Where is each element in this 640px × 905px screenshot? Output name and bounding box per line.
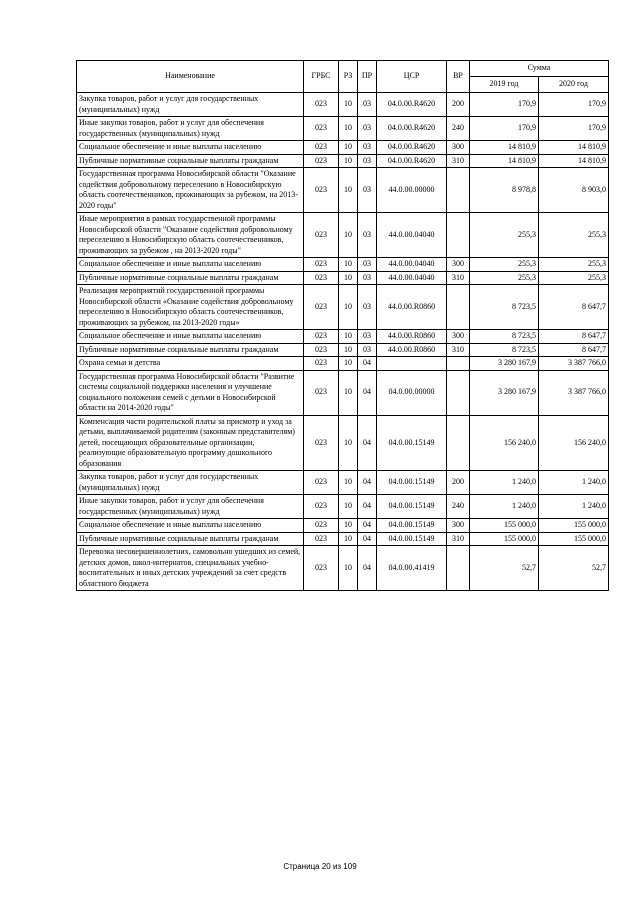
cell-csr: 04.0.00.41419	[377, 546, 447, 591]
header-2020: 2020 год	[539, 77, 609, 93]
cell-2019: 8 723,5	[470, 343, 539, 357]
cell-rz: 10	[339, 141, 358, 155]
cell-rz: 10	[339, 519, 358, 533]
cell-vr	[447, 370, 470, 415]
table-row	[77, 271, 609, 285]
header-name: Наименование	[77, 61, 304, 93]
cell-csr: 44.0.00.R0860	[377, 285, 447, 330]
cell-2019: 156 240,0	[470, 415, 539, 471]
cell-grbs: 023	[304, 546, 339, 591]
header-csr: ЦСР	[377, 61, 447, 93]
cell-name: Публичные нормативные социальные выплаты гражданам	[77, 343, 304, 357]
cell-csr: 44.0.00.R0860	[377, 343, 447, 357]
cell-pr: 04	[358, 546, 377, 591]
table-row	[77, 495, 609, 519]
cell-rz: 10	[339, 532, 358, 546]
cell-pr: 03	[358, 141, 377, 155]
cell-rz: 10	[339, 271, 358, 285]
cell-2020: 8 647,7	[539, 330, 609, 344]
cell-2020: 155 000,0	[539, 532, 609, 546]
cell-grbs: 023	[304, 343, 339, 357]
cell-pr: 04	[358, 471, 377, 495]
cell-pr: 03	[358, 271, 377, 285]
header-rz: РЗ	[339, 61, 358, 93]
cell-2020: 3 387 766,0	[539, 370, 609, 415]
cell-name: Закупка товаров, работ и услуг для государственных (муниципальных) нужд	[77, 93, 304, 117]
table-row	[77, 93, 609, 117]
cell-2019: 3 280 167,9	[470, 357, 539, 371]
header-pr: ПР	[358, 61, 377, 93]
header-grbs: ГРБС	[304, 61, 339, 93]
cell-2020: 1 240,0	[539, 495, 609, 519]
cell-2020: 170,9	[539, 93, 609, 117]
cell-2020: 156 240,0	[539, 415, 609, 471]
cell-pr: 04	[358, 519, 377, 533]
cell-name: Публичные нормативные социальные выплаты гражданам	[77, 532, 304, 546]
cell-pr: 04	[358, 495, 377, 519]
cell-2019: 170,9	[470, 93, 539, 117]
cell-name: Охрана семьи и детства	[77, 357, 304, 371]
budget-table	[76, 60, 609, 591]
table-row	[77, 357, 609, 371]
cell-grbs: 023	[304, 258, 339, 272]
cell-pr: 04	[358, 532, 377, 546]
cell-name: Иные закупки товаров, работ и услуг для обеспечения государственных (муниципальных) нужд	[77, 495, 304, 519]
table-row	[77, 370, 609, 415]
cell-pr: 03	[358, 154, 377, 168]
cell-grbs: 023	[304, 213, 339, 258]
cell-pr: 04	[358, 357, 377, 371]
cell-rz: 10	[339, 357, 358, 371]
cell-vr: 300	[447, 258, 470, 272]
cell-2019: 155 000,0	[470, 532, 539, 546]
cell-csr	[377, 357, 447, 371]
cell-name: Иные закупки товаров, работ и услуг для обеспечения государственных (муниципальных) нужд	[77, 117, 304, 141]
cell-csr: 44.0.00.04040	[377, 213, 447, 258]
cell-2019: 1 240,0	[470, 471, 539, 495]
cell-pr: 03	[358, 213, 377, 258]
cell-grbs: 023	[304, 370, 339, 415]
cell-name: Государственная программа Новосибирской области "Развитие системы социальной поддержки населения и улучшение социального положения семей с детьми в Новосибирской области на 2014-2020 годы"	[77, 370, 304, 415]
cell-2019: 8 978,8	[470, 168, 539, 213]
cell-2019: 255,3	[470, 258, 539, 272]
cell-grbs: 023	[304, 495, 339, 519]
cell-vr: 310	[447, 271, 470, 285]
cell-2020: 14 810,9	[539, 141, 609, 155]
cell-vr: 310	[447, 343, 470, 357]
cell-name: Реализация мероприятий государственной программы Новосибирской области «Оказание содействия добровольному переселению в Новосибирскую область соотечественников, проживающих за рубежом, на 2013-2020 годы»	[77, 285, 304, 330]
cell-name: Социальное обеспечение и иные выплаты населению	[77, 141, 304, 155]
cell-name: Государственная программа Новосибирской области "Оказание содействия добровольному переселению в Новосибирскую область соотечественников, проживающих за рубежом, на 2013-2020 годы"	[77, 168, 304, 213]
cell-vr: 310	[447, 532, 470, 546]
cell-2019: 52,7	[470, 546, 539, 591]
cell-vr: 240	[447, 117, 470, 141]
cell-pr: 04	[358, 370, 377, 415]
cell-csr: 04.0.00.R4620	[377, 93, 447, 117]
table-row	[77, 343, 609, 357]
cell-rz: 10	[339, 370, 358, 415]
table-row	[77, 519, 609, 533]
cell-vr: 300	[447, 141, 470, 155]
cell-csr: 44.0.00.04040	[377, 258, 447, 272]
cell-pr: 03	[358, 117, 377, 141]
table-row	[77, 154, 609, 168]
cell-pr: 03	[358, 285, 377, 330]
cell-vr: 200	[447, 93, 470, 117]
cell-2020: 8 647,7	[539, 343, 609, 357]
cell-vr	[447, 415, 470, 471]
cell-pr: 03	[358, 330, 377, 344]
cell-2020: 255,3	[539, 213, 609, 258]
cell-vr	[447, 213, 470, 258]
cell-rz: 10	[339, 258, 358, 272]
cell-grbs: 023	[304, 154, 339, 168]
cell-name: Публичные нормативные социальные выплаты гражданам	[77, 154, 304, 168]
cell-vr	[447, 546, 470, 591]
cell-rz: 10	[339, 343, 358, 357]
cell-2019: 155 000,0	[470, 519, 539, 533]
table-row	[77, 168, 609, 213]
cell-2020: 3 387 766,0	[539, 357, 609, 371]
cell-vr: 240	[447, 495, 470, 519]
cell-pr: 03	[358, 343, 377, 357]
cell-2019: 8 723,5	[470, 330, 539, 344]
header-sum: Сумма	[470, 61, 609, 77]
cell-vr	[447, 168, 470, 213]
table-row	[77, 532, 609, 546]
cell-grbs: 023	[304, 471, 339, 495]
cell-vr: 310	[447, 154, 470, 168]
cell-rz: 10	[339, 471, 358, 495]
cell-grbs: 023	[304, 330, 339, 344]
table-row	[77, 141, 609, 155]
cell-grbs: 023	[304, 285, 339, 330]
cell-csr: 04.0.00.15149	[377, 519, 447, 533]
cell-name: Иные мероприятия в рамках государственной программы Новосибирской области "Оказание содействия добровольному переселению в Новосибирскую область соотечественников, проживающих за рубежом , на 2013-2020 годы"	[77, 213, 304, 258]
header-2019: 2019 год	[470, 77, 539, 93]
cell-rz: 10	[339, 415, 358, 471]
cell-rz: 10	[339, 154, 358, 168]
cell-rz: 10	[339, 213, 358, 258]
cell-rz: 10	[339, 93, 358, 117]
cell-name: Компенсация части родительской платы за присмотр и уход за детьми, выплачиваемой родителям (законным представителям) детей, посещающих образовательные организации, реализующие образовательную программу дошкольного образования	[77, 415, 304, 471]
table-body	[77, 93, 609, 591]
header-vr: ВР	[447, 61, 470, 93]
cell-2020: 1 240,0	[539, 471, 609, 495]
cell-csr: 44.0.00.R0860	[377, 330, 447, 344]
table-row	[77, 330, 609, 344]
cell-pr: 04	[358, 415, 377, 471]
cell-csr: 04.0.00.R4620	[377, 154, 447, 168]
cell-name: Социальное обеспечение и иные выплаты населению	[77, 258, 304, 272]
cell-2019: 3 280 167,9	[470, 370, 539, 415]
cell-pr: 03	[358, 258, 377, 272]
table-row	[77, 117, 609, 141]
cell-2020: 8 647,7	[539, 285, 609, 330]
cell-rz: 10	[339, 168, 358, 213]
cell-2020: 8 903,0	[539, 168, 609, 213]
table-row	[77, 415, 609, 471]
cell-2019: 255,3	[470, 213, 539, 258]
cell-2020: 155 000,0	[539, 519, 609, 533]
cell-name: Социальное обеспечение и иные выплаты населению	[77, 330, 304, 344]
cell-grbs: 023	[304, 93, 339, 117]
table-row	[77, 285, 609, 330]
cell-grbs: 023	[304, 415, 339, 471]
cell-csr: 04.0.00.15149	[377, 471, 447, 495]
cell-grbs: 023	[304, 519, 339, 533]
cell-pr: 03	[358, 93, 377, 117]
table-row	[77, 258, 609, 272]
cell-csr: 04.0.00.15149	[377, 495, 447, 519]
cell-name: Социальное обеспечение и иные выплаты населению	[77, 519, 304, 533]
page-number: Страница 20 из 109	[283, 862, 357, 871]
table-row	[77, 471, 609, 495]
cell-grbs: 023	[304, 532, 339, 546]
cell-name: Публичные нормативные социальные выплаты гражданам	[77, 271, 304, 285]
cell-2020: 255,3	[539, 258, 609, 272]
cell-vr: 300	[447, 330, 470, 344]
cell-2019: 255,3	[470, 271, 539, 285]
cell-2019: 1 240,0	[470, 495, 539, 519]
cell-grbs: 023	[304, 271, 339, 285]
cell-2020: 255,3	[539, 271, 609, 285]
cell-vr	[447, 285, 470, 330]
cell-vr	[447, 357, 470, 371]
cell-pr: 03	[358, 168, 377, 213]
cell-rz: 10	[339, 495, 358, 519]
cell-2020: 14 810,9	[539, 154, 609, 168]
cell-2019: 170,9	[470, 117, 539, 141]
cell-csr: 04.0.00.R4620	[377, 117, 447, 141]
cell-grbs: 023	[304, 168, 339, 213]
cell-grbs: 023	[304, 141, 339, 155]
cell-csr: 04.0.00.R4620	[377, 141, 447, 155]
cell-rz: 10	[339, 330, 358, 344]
cell-name: Закупка товаров, работ и услуг для государственных (муниципальных) нужд	[77, 471, 304, 495]
cell-name: Перевозка несовершеннолетних, самовольно ушедших из семей, детских домов, школ-интернатов, специальных учебно-воспитательных и иных детских учреждений за счет средств областного бюджета	[77, 546, 304, 591]
cell-rz: 10	[339, 546, 358, 591]
cell-2020: 170,9	[539, 117, 609, 141]
cell-csr: 04.0.00.15149	[377, 532, 447, 546]
cell-csr: 04.0.00.00000	[377, 370, 447, 415]
cell-csr: 44.0.00.04040	[377, 271, 447, 285]
table-row	[77, 213, 609, 258]
cell-csr: 44.0.00.00000	[377, 168, 447, 213]
cell-2020: 52,7	[539, 546, 609, 591]
cell-rz: 10	[339, 117, 358, 141]
table-row	[77, 546, 609, 591]
cell-vr: 300	[447, 519, 470, 533]
cell-2019: 14 810,9	[470, 154, 539, 168]
cell-grbs: 023	[304, 357, 339, 371]
cell-grbs: 023	[304, 117, 339, 141]
cell-rz: 10	[339, 285, 358, 330]
cell-csr: 04.0.00.15149	[377, 415, 447, 471]
cell-2019: 14 810,9	[470, 141, 539, 155]
cell-vr: 200	[447, 471, 470, 495]
cell-2019: 8 723,5	[470, 285, 539, 330]
